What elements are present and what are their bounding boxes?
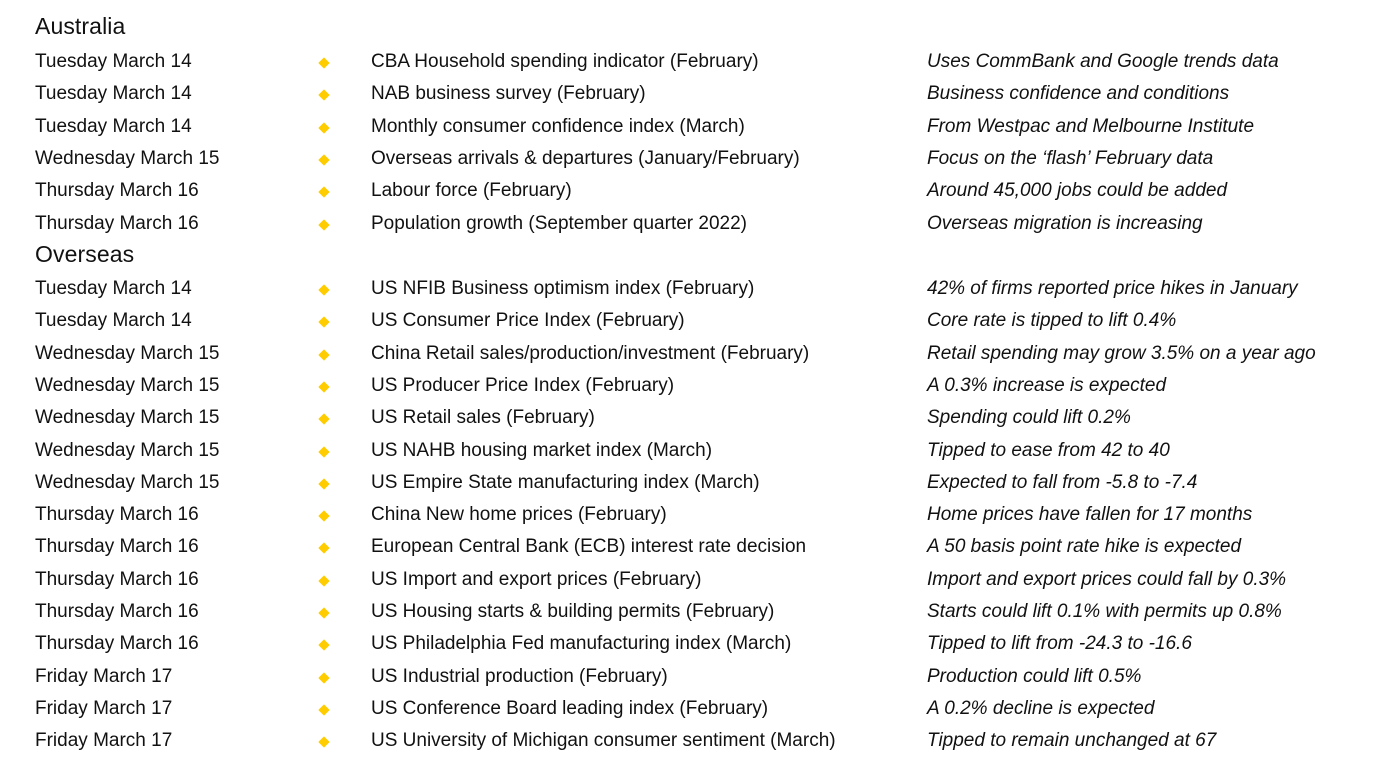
event-note: From Westpac and Melbourne Institute bbox=[927, 116, 1255, 137]
event-date: Thursday March 16 bbox=[35, 213, 199, 234]
calendar-row bbox=[0, 402, 1384, 434]
event-date: Wednesday March 15 bbox=[35, 375, 220, 396]
calendar-row bbox=[0, 435, 1384, 467]
event-note: Production could lift 0.5% bbox=[927, 666, 1142, 687]
diamond-bullet-icon bbox=[318, 316, 329, 327]
event-date: Thursday March 16 bbox=[35, 601, 199, 622]
event-date: Wednesday March 15 bbox=[35, 148, 220, 169]
event-note: Tipped to ease from 42 to 40 bbox=[927, 440, 1170, 461]
event-name: US Industrial production (February) bbox=[371, 666, 668, 687]
event-date: Tuesday March 14 bbox=[35, 278, 192, 299]
event-name: Population growth (September quarter 2022) bbox=[371, 213, 748, 234]
calendar-row bbox=[0, 273, 1384, 305]
event-note: Home prices have fallen for 17 months bbox=[927, 504, 1253, 525]
event-name: US Retail sales (February) bbox=[371, 407, 595, 428]
diamond-bullet-icon bbox=[318, 413, 329, 424]
calendar-row bbox=[0, 78, 1384, 110]
event-note: A 0.3% increase is expected bbox=[927, 375, 1167, 396]
diamond-bullet-icon bbox=[318, 672, 329, 683]
calendar-row bbox=[0, 143, 1384, 175]
diamond-bullet-icon bbox=[318, 284, 329, 295]
diamond-bullet-icon bbox=[318, 639, 329, 650]
event-note: Focus on the ‘flash’ February data bbox=[927, 148, 1214, 169]
event-date: Thursday March 16 bbox=[35, 536, 199, 557]
section-heading: Overseas bbox=[35, 241, 135, 267]
event-date: Tuesday March 14 bbox=[35, 310, 192, 331]
diamond-bullet-icon bbox=[318, 381, 329, 392]
event-note: 42% of firms reported price hikes in January bbox=[927, 278, 1298, 299]
event-name: US Empire State manufacturing index (March) bbox=[371, 472, 760, 493]
diamond-bullet-icon bbox=[318, 736, 329, 747]
event-name: CBA Household spending indicator (February) bbox=[371, 51, 759, 72]
event-date: Thursday March 16 bbox=[35, 504, 199, 525]
calendar-row bbox=[0, 596, 1384, 628]
calendar-row bbox=[0, 564, 1384, 596]
event-name: European Central Bank (ECB) interest rate decision bbox=[371, 536, 807, 557]
event-name: US Consumer Price Index (February) bbox=[371, 310, 685, 331]
diamond-bullet-icon bbox=[318, 89, 329, 100]
event-date: Tuesday March 14 bbox=[35, 51, 192, 72]
calendar-row bbox=[0, 46, 1384, 78]
calendar-row bbox=[0, 370, 1384, 402]
event-note: Core rate is tipped to lift 0.4% bbox=[927, 310, 1177, 331]
event-note: Expected to fall from -5.8 to -7.4 bbox=[927, 472, 1198, 493]
event-date: Wednesday March 15 bbox=[35, 343, 220, 364]
diamond-bullet-icon bbox=[318, 510, 329, 521]
event-name: Monthly consumer confidence index (March) bbox=[371, 116, 745, 137]
event-note: A 0.2% decline is expected bbox=[927, 698, 1155, 719]
event-name: NAB business survey (February) bbox=[371, 83, 646, 104]
diamond-bullet-icon bbox=[318, 607, 329, 618]
diamond-bullet-icon bbox=[318, 542, 329, 553]
event-date: Friday March 17 bbox=[35, 698, 173, 719]
diamond-bullet-icon bbox=[318, 154, 329, 165]
event-note: Import and export prices could fall by 0.3% bbox=[927, 569, 1287, 590]
calendar-row bbox=[0, 305, 1384, 337]
calendar-row bbox=[0, 338, 1384, 370]
event-note: Around 45,000 jobs could be added bbox=[927, 180, 1228, 201]
calendar-row bbox=[0, 208, 1384, 240]
event-date: Thursday March 16 bbox=[35, 633, 199, 654]
event-note: A 50 basis point rate hike is expected bbox=[927, 536, 1242, 557]
event-note: Tipped to lift from -24.3 to -16.6 bbox=[927, 633, 1192, 654]
calendar-row bbox=[0, 693, 1384, 725]
event-note: Starts could lift 0.1% with permits up 0.8% bbox=[927, 601, 1282, 622]
diamond-bullet-icon bbox=[318, 446, 329, 457]
calendar-row bbox=[0, 499, 1384, 531]
calendar-row bbox=[0, 725, 1384, 757]
event-name: US Conference Board leading index (February) bbox=[371, 698, 769, 719]
event-name: Overseas arrivals & departures (January/February) bbox=[371, 148, 800, 169]
event-name: US NFIB Business optimism index (February) bbox=[371, 278, 755, 299]
event-name: US Philadelphia Fed manufacturing index (March) bbox=[371, 633, 792, 654]
event-date: Thursday March 16 bbox=[35, 180, 199, 201]
event-date: Friday March 17 bbox=[35, 730, 173, 751]
calendar-row bbox=[0, 175, 1384, 207]
event-note: Overseas migration is increasing bbox=[927, 213, 1203, 234]
event-name: China Retail sales/production/investment (February) bbox=[371, 343, 810, 364]
diamond-bullet-icon bbox=[318, 704, 329, 715]
event-name: US Housing starts & building permits (February) bbox=[371, 601, 775, 622]
event-name: Labour force (February) bbox=[371, 180, 572, 201]
event-date: Friday March 17 bbox=[35, 666, 173, 687]
diamond-bullet-icon bbox=[318, 186, 329, 197]
event-date: Wednesday March 15 bbox=[35, 440, 220, 461]
calendar-row bbox=[0, 531, 1384, 563]
event-note: Business confidence and conditions bbox=[927, 83, 1230, 104]
section-heading: Australia bbox=[35, 13, 126, 39]
event-date: Thursday March 16 bbox=[35, 569, 199, 590]
event-date: Wednesday March 15 bbox=[35, 472, 220, 493]
diamond-bullet-icon bbox=[318, 575, 329, 586]
calendar-row bbox=[0, 467, 1384, 499]
diamond-bullet-icon bbox=[318, 57, 329, 68]
event-date: Tuesday March 14 bbox=[35, 83, 192, 104]
calendar-row bbox=[0, 661, 1384, 693]
event-name: US Producer Price Index (February) bbox=[371, 375, 675, 396]
event-note: Tipped to remain unchanged at 67 bbox=[927, 730, 1217, 751]
calendar-row bbox=[0, 111, 1384, 143]
event-name: China New home prices (February) bbox=[371, 504, 667, 525]
calendar-row bbox=[0, 628, 1384, 660]
diamond-bullet-icon bbox=[318, 219, 329, 230]
event-date: Tuesday March 14 bbox=[35, 116, 192, 137]
diamond-bullet-icon bbox=[318, 349, 329, 360]
event-name: US NAHB housing market index (March) bbox=[371, 440, 713, 461]
event-name: US University of Michigan consumer sentiment (March) bbox=[371, 730, 836, 751]
event-name: US Import and export prices (February) bbox=[371, 569, 702, 590]
event-date: Wednesday March 15 bbox=[35, 407, 220, 428]
event-note: Retail spending may grow 3.5% on a year ago bbox=[927, 343, 1316, 364]
event-note: Uses CommBank and Google trends data bbox=[927, 51, 1279, 72]
event-note: Spending could lift 0.2% bbox=[927, 407, 1131, 428]
diamond-bullet-icon bbox=[318, 122, 329, 133]
diamond-bullet-icon bbox=[318, 478, 329, 489]
